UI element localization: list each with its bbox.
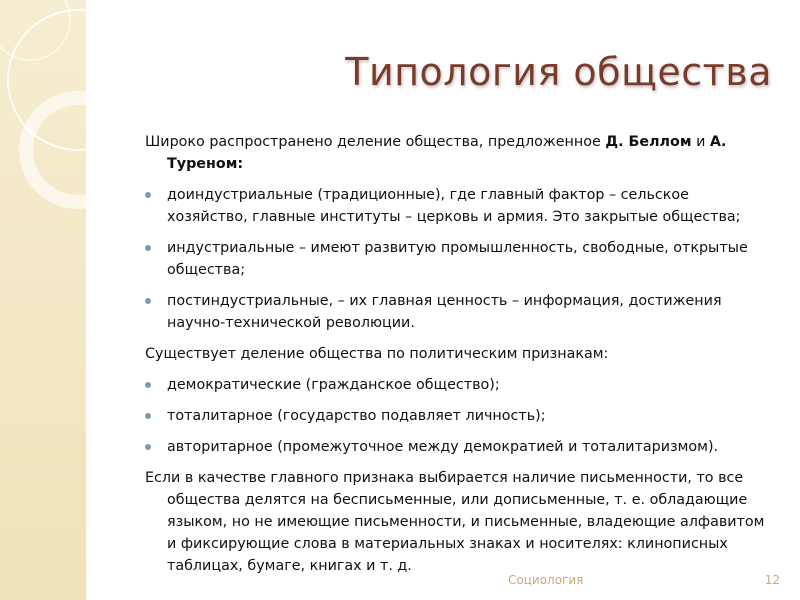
decorative-circles — [0, 0, 86, 600]
bullet-dot-icon — [145, 298, 151, 304]
list-item-text: индустриальные – имеют развитую промышленность, свободные, открытые общества; — [167, 240, 748, 278]
slide-body — [145, 131, 773, 586]
list-item — [145, 436, 773, 458]
intro-paragraph-authors — [145, 131, 773, 175]
author-bell: Д. Беллом — [605, 134, 692, 150]
list-item — [145, 237, 773, 281]
bullet-dot-icon — [145, 444, 151, 450]
list-item — [145, 374, 773, 396]
list-item-text: тоталитарное (государство подавляет личность); — [167, 408, 546, 424]
bullet-dot-icon — [145, 413, 151, 419]
bullet-dot-icon — [145, 245, 151, 251]
list-item — [145, 405, 773, 427]
closing-paragraph: Если в качестве главного признака выбирается наличие письменности, то все общества делятся на бесписьменные, или дописьменные, т. е. обладающие языком, но не имеющие письменности, и письменные, владеющие алфавитом и фиксирующие слова в материальных знаках и носителях: клинописных таблицах, бумаге, книгах и т. д. — [145, 470, 765, 574]
intro-paragraph-political: Существует деление общества по политическим признакам: — [145, 346, 609, 362]
list-item — [145, 290, 773, 334]
bullet-dot-icon — [145, 382, 151, 388]
list-item-text: демократические (гражданское общество); — [167, 377, 500, 393]
list-item-text: постиндустриальные, – их главная ценность – информация, достижения научно-технической революции. — [167, 293, 722, 331]
intro-text: Широко распространено деление общества, предложенное — [145, 134, 606, 150]
list-item-text: авторитарное (промежуточное между демократией и тоталитаризмом). — [167, 439, 719, 455]
slide-title: Типология общества — [345, 50, 772, 94]
author-touraine: А. Туреном: — [167, 134, 727, 172]
list-item — [145, 184, 773, 228]
page-number: 12 — [764, 573, 780, 587]
footer-subject: Социология — [508, 573, 584, 587]
list-item-text: доиндустриальные (традиционные), где главный фактор – сельское хозяйство, главные институты – церковь и армия. Это закрытые общества; — [167, 187, 741, 225]
decorative-sidebar — [0, 0, 86, 600]
conjunction-text: и — [691, 134, 710, 150]
bullet-dot-icon — [145, 192, 151, 198]
